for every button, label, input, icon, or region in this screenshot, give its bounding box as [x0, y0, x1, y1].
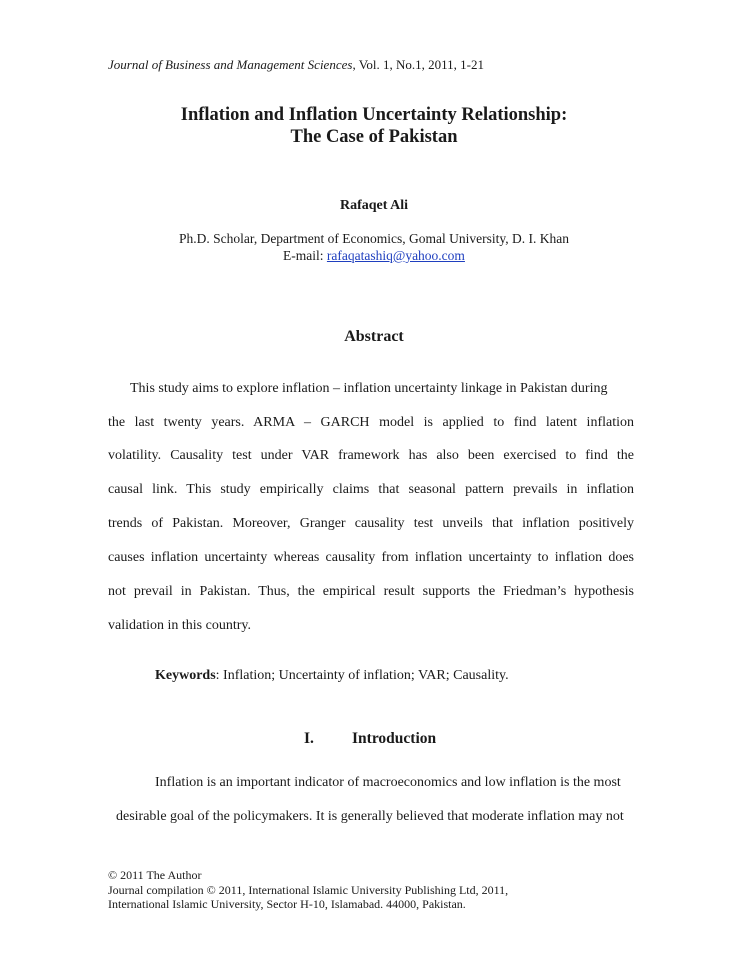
email-link[interactable]: rafaqatashiq@yahoo.com [326, 248, 465, 263]
abstract-line-8: validation in this country. [108, 618, 251, 633]
keywords-label: Keywords [155, 668, 216, 683]
title-line-1: Inflation and Inflation Uncertainty Relationship: [180, 105, 568, 125]
intro-line-2: desirable goal of the policymakers. It is generally believed that moderate inflation may not [116, 809, 624, 824]
abstract-line-1: This study aims to explore inflation – inflation uncertainty linkage in Pakistan during [130, 381, 608, 396]
volume-info: , Vol. 1, No.1, 2011, 1-21 [352, 57, 485, 72]
section-number: I. [304, 730, 314, 747]
title-line-2: The Case of Pakistan [290, 127, 458, 147]
paper-title [0, 104, 748, 148]
author-affiliation-block [0, 230, 748, 264]
author-affiliation: Ph.D. Scholar, Department of Economics, Gomal University, D. I. Khan [178, 231, 569, 246]
author-name: Rafaqet Ali [339, 198, 409, 213]
abstract-heading: Abstract [344, 328, 404, 345]
email-label: E-mail: [283, 248, 327, 263]
abstract-line-5: trends of Pakistan. Moreover, Granger causality test unveils that inflation positively [108, 516, 634, 531]
abstract-line-3: volatility. Causality test under VAR framework has also been exercised to find the [108, 448, 634, 463]
keywords-line [155, 667, 509, 685]
footer-notes [108, 868, 508, 912]
email-line [0, 247, 748, 264]
section-heading-introduction: Introduction [352, 730, 437, 747]
footer-compilation: Journal compilation © 2011, International Islamic University Publishing Ltd, 2011, [108, 882, 509, 897]
footer-copyright: © 2011 The Author [108, 868, 202, 882]
journal-name: Journal of Business and Management Sciences [108, 57, 353, 72]
intro-line-1: Inflation is an important indicator of macroeconomics and low inflation is the most [155, 775, 621, 790]
abstract-line-6: causes inflation uncertainty whereas causality from inflation uncertainty to inflation does [108, 550, 634, 565]
journal-citation [108, 57, 484, 73]
abstract-line-2: the last twenty years. ARMA – GARCH model is applied to find latent inflation [108, 415, 634, 430]
abstract-line-4: causal link. This study empirically claims that seasonal pattern prevails in inflation [108, 482, 634, 497]
footer-address: International Islamic University, Sector H-10, Islamabad. 44000, Pakistan. [108, 897, 466, 911]
abstract-line-7: not prevail in Pakistan. Thus, the empirical result supports the Friedman’s hypothesis [108, 584, 634, 599]
keywords-text: : Inflation; Uncertainty of inflation; VAR; Causality. [215, 668, 509, 683]
